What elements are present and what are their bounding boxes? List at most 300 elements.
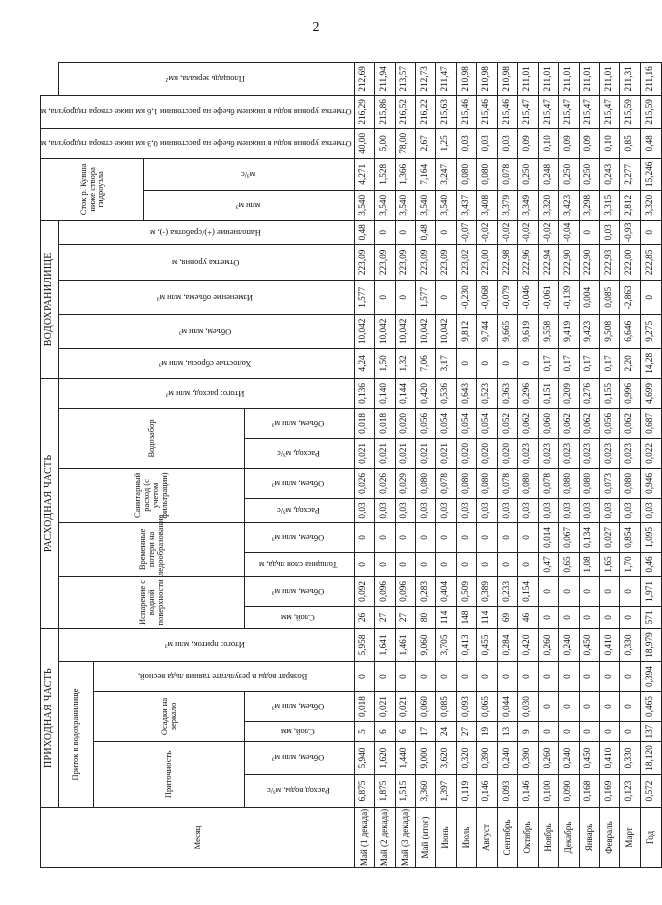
value-cell: 213,57: [395, 62, 415, 95]
header-evap-vol: Объем, млн м³: [244, 576, 354, 606]
value-cell: 0,03: [375, 498, 395, 522]
value-cell: 216,29: [354, 95, 374, 128]
value-cell: 148: [456, 606, 476, 628]
value-cell: 0: [579, 576, 599, 606]
value-cell: 0: [456, 662, 476, 692]
value-cell: 0,17: [600, 348, 620, 378]
header-fill: Наполнение (+)/сработка (-), м: [59, 220, 355, 244]
value-cell: 0,450: [579, 742, 599, 775]
value-cell: 0,465: [640, 692, 661, 722]
value-cell: 212,73: [415, 62, 435, 95]
value-cell: 0,144: [395, 378, 415, 408]
value-cell: 0,330: [620, 628, 640, 661]
value-cell: 222,93: [600, 244, 620, 280]
table-row: [477, 62, 497, 867]
value-cell: 0,078: [497, 158, 517, 190]
value-cell: 0,996: [620, 378, 640, 408]
value-cell: 9,423: [579, 314, 599, 348]
value-cell: 9,508: [600, 314, 620, 348]
header-precip: Осадки на зеркало: [93, 692, 244, 742]
value-cell: 0,085: [600, 280, 620, 314]
value-cell: 114: [436, 606, 456, 628]
value-cell: 0,004: [579, 280, 599, 314]
value-cell: 2,20: [620, 348, 640, 378]
value-cell: 27: [456, 722, 476, 742]
header-evaporation: Испарение с водной поверхности: [59, 576, 245, 628]
value-cell: 0,390: [518, 742, 538, 775]
value-cell: 0,854: [620, 522, 640, 552]
header-res-change: Изменение объема, млн м³: [59, 280, 355, 314]
value-cell: 0: [497, 552, 517, 576]
value-cell: 0,146: [518, 775, 538, 808]
value-cell: -0,07: [456, 220, 476, 244]
table-row: [600, 62, 620, 867]
value-cell: 0: [579, 692, 599, 722]
header-idle-discharge: Холостые сбросы, млн м³: [59, 348, 355, 378]
value-cell: 9,558: [538, 314, 558, 348]
value-cell: 0: [375, 280, 395, 314]
value-cell: 0: [538, 662, 558, 692]
rotated-table-wrapper: [40, 66, 656, 868]
value-cell: 0,030: [518, 692, 538, 722]
value-cell: 10,042: [395, 314, 415, 348]
value-cell: 0: [640, 220, 661, 244]
value-cell: 0: [436, 220, 456, 244]
value-cell: 0,023: [579, 438, 599, 468]
month-cell: Июнь: [436, 808, 456, 868]
value-cell: 0,090: [559, 775, 579, 808]
value-cell: 0,027: [600, 522, 620, 552]
value-cell: 212,69: [354, 62, 374, 95]
value-cell: 0: [600, 606, 620, 628]
value-cell: 0: [354, 662, 374, 692]
value-cell: 15,246: [640, 158, 661, 190]
value-cell: 1,620: [375, 742, 395, 775]
value-cell: 0,154: [518, 576, 538, 606]
value-cell: 1,50: [375, 348, 395, 378]
value-cell: 0,17: [559, 348, 579, 378]
value-cell: 222,90: [559, 244, 579, 280]
value-cell: 9,665: [497, 314, 517, 348]
header-level: Отметка уровня, м: [59, 244, 355, 280]
value-cell: 0,10: [600, 128, 620, 158]
month-cell: Год: [640, 808, 661, 868]
value-cell: 0: [620, 576, 640, 606]
value-cell: 1,08: [579, 552, 599, 576]
value-cell: 80: [415, 606, 435, 628]
value-cell: 0,054: [436, 408, 456, 438]
header-inflow: Приток в водохранилище: [59, 662, 94, 808]
value-cell: 0,17: [579, 348, 599, 378]
value-cell: 0: [436, 522, 456, 552]
value-cell: 0,026: [375, 468, 395, 498]
value-cell: -0,079: [497, 280, 517, 314]
value-cell: 0: [620, 606, 640, 628]
value-cell: 222,90: [579, 244, 599, 280]
value-cell: 0,020: [497, 438, 517, 468]
value-cell: 0,389: [477, 576, 497, 606]
value-cell: 0,073: [600, 468, 620, 498]
value-cell: 0,260: [538, 628, 558, 661]
value-cell: 9,812: [456, 314, 476, 348]
value-cell: 0,455: [477, 628, 497, 661]
value-cell: 210,98: [477, 62, 497, 95]
value-cell: 0: [477, 662, 497, 692]
value-cell: 0: [395, 522, 415, 552]
value-cell: 18,979: [640, 628, 661, 661]
value-cell: 0,021: [395, 438, 415, 468]
value-cell: 0,390: [477, 742, 497, 775]
value-cell: 5,940: [354, 742, 374, 775]
value-cell: 211,16: [640, 62, 661, 95]
value-cell: 0,85: [620, 128, 640, 158]
value-cell: 0,096: [395, 576, 415, 606]
value-cell: 0: [600, 692, 620, 722]
value-cell: 3,247: [436, 158, 456, 190]
value-cell: 5: [354, 722, 374, 742]
header-month: Месяц: [41, 808, 355, 868]
value-cell: 0: [497, 348, 517, 378]
value-cell: 1,461: [395, 628, 415, 661]
value-cell: 223,09: [436, 244, 456, 280]
value-cell: 0,078: [538, 468, 558, 498]
value-cell: 0,250: [518, 158, 538, 190]
value-cell: 0: [559, 662, 579, 692]
value-cell: 0,240: [497, 742, 517, 775]
value-cell: 0,48: [415, 220, 435, 244]
value-cell: 137: [640, 722, 661, 742]
value-cell: 9,744: [477, 314, 497, 348]
value-cell: 222,98: [497, 244, 517, 280]
water-balance-table: [40, 62, 662, 868]
value-cell: 0: [538, 692, 558, 722]
value-cell: 0: [559, 606, 579, 628]
header-evap-layer: Слой, мм: [244, 606, 354, 628]
header-income-total: Итого: приток, млн м³: [59, 628, 355, 661]
value-cell: 0,062: [518, 408, 538, 438]
value-cell: 0,080: [559, 468, 579, 498]
value-cell: 223,02: [456, 244, 476, 280]
value-cell: -0,046: [518, 280, 538, 314]
table-row: [456, 62, 476, 867]
value-cell: 0,021: [395, 692, 415, 722]
value-cell: 0,169: [600, 775, 620, 808]
value-cell: 0: [436, 662, 456, 692]
value-cell: 0: [415, 662, 435, 692]
value-cell: 0,03: [600, 220, 620, 244]
value-cell: 0,080: [579, 468, 599, 498]
value-cell: 9,275: [640, 314, 661, 348]
value-cell: 0,054: [477, 408, 497, 438]
value-cell: 5,00: [375, 128, 395, 158]
value-cell: 0,410: [600, 742, 620, 775]
value-cell: 0,09: [579, 128, 599, 158]
value-cell: 215,46: [497, 95, 517, 128]
value-cell: 0,46: [640, 552, 661, 576]
value-cell: 1,577: [354, 280, 374, 314]
value-cell: 0,023: [600, 438, 620, 468]
value-cell: 0,155: [600, 378, 620, 408]
value-cell: 3,320: [640, 190, 661, 220]
value-cell: 0: [354, 552, 374, 576]
value-cell: 0,03: [620, 498, 640, 522]
table-row: [497, 62, 517, 867]
value-cell: 0,296: [518, 378, 538, 408]
value-cell: 0,03: [456, 128, 476, 158]
value-cell: 0: [518, 552, 538, 576]
value-cell: 0,021: [375, 692, 395, 722]
value-cell: 9,619: [518, 314, 538, 348]
value-cell: 3,298: [579, 190, 599, 220]
header-precip-vol: Объем, млн м³: [244, 692, 354, 722]
value-cell: 0: [518, 662, 538, 692]
value-cell: 210,98: [497, 62, 517, 95]
value-cell: 216,52: [395, 95, 415, 128]
value-cell: 211,01: [600, 62, 620, 95]
value-cell: 222,00: [620, 244, 640, 280]
value-cell: 0: [497, 662, 517, 692]
value-cell: 114: [477, 606, 497, 628]
header-loss-vol: Объем, млн м³: [244, 522, 354, 552]
value-cell: 24: [436, 722, 456, 742]
value-cell: -0,139: [559, 280, 579, 314]
value-cell: 0,080: [518, 468, 538, 498]
value-cell: 0,03: [518, 498, 538, 522]
value-cell: 0: [559, 576, 579, 606]
value-cell: 211,94: [375, 62, 395, 95]
value-cell: 215,47: [559, 95, 579, 128]
value-cell: 10,042: [436, 314, 456, 348]
value-cell: 0,10: [538, 128, 558, 158]
header-expense: РАСХОДНАЯ ЧАСТЬ: [41, 378, 59, 628]
value-cell: 0,946: [640, 468, 661, 498]
value-cell: 18,120: [640, 742, 661, 775]
value-cell: 2,277: [620, 158, 640, 190]
value-cell: 1,515: [395, 775, 415, 808]
header-pritochnost: Приточность: [93, 742, 244, 808]
table-row: [518, 62, 538, 867]
value-cell: 0,03: [579, 498, 599, 522]
value-cell: 0,146: [477, 775, 497, 808]
value-cell: 0: [600, 662, 620, 692]
table-row: [620, 62, 640, 867]
value-cell: 1,397: [436, 775, 456, 808]
value-cell: -0,061: [538, 280, 558, 314]
value-cell: 1,440: [395, 742, 415, 775]
value-cell: 0: [559, 692, 579, 722]
value-cell: 0,536: [436, 378, 456, 408]
value-cell: 0,276: [579, 378, 599, 408]
table-row: [395, 62, 415, 867]
table-row: [538, 62, 558, 867]
value-cell: 3,540: [395, 190, 415, 220]
value-cell: 0,509: [456, 576, 476, 606]
value-cell: 0: [477, 522, 497, 552]
value-cell: 0,363: [497, 378, 517, 408]
value-cell: 0: [354, 522, 374, 552]
value-cell: 0,023: [518, 438, 538, 468]
header-lvl-16: Отметка уровня воды в нижнем бьефе на расстоянии 1,6 км ниже створа гидроузла, м: [41, 95, 355, 128]
value-cell: 0,014: [538, 522, 558, 552]
value-cell: 571: [640, 606, 661, 628]
value-cell: 0,523: [477, 378, 497, 408]
value-cell: 211,47: [436, 62, 456, 95]
value-cell: 0,140: [375, 378, 395, 408]
value-cell: 3,320: [538, 190, 558, 220]
month-cell: Март: [620, 808, 640, 868]
value-cell: 0,080: [477, 158, 497, 190]
value-cell: 215,46: [477, 95, 497, 128]
header-ice-return: Возврат воды в результате таяния льда весной,: [93, 662, 354, 692]
table-row: [579, 62, 599, 867]
value-cell: 40,00: [354, 128, 374, 158]
header-sanitary-vol: Объем, млн м³: [244, 468, 354, 498]
value-cell: 0: [559, 722, 579, 742]
value-cell: 10,042: [354, 314, 374, 348]
month-cell: Май (2 декада): [375, 808, 395, 868]
value-cell: 223,09: [375, 244, 395, 280]
value-cell: -2,863: [620, 280, 640, 314]
value-cell: 0,119: [456, 775, 476, 808]
value-cell: 0,168: [579, 775, 599, 808]
header-temp-loss: Временные потери на ледообразование: [59, 522, 245, 576]
month-cell: Февраль: [600, 808, 620, 868]
value-cell: 0,096: [375, 576, 395, 606]
value-cell: 4,271: [354, 158, 374, 190]
value-cell: 0,17: [538, 348, 558, 378]
value-cell: 0,248: [538, 158, 558, 190]
value-cell: 216,22: [415, 95, 435, 128]
value-cell: -0,02: [538, 220, 558, 244]
value-cell: 215,86: [375, 95, 395, 128]
value-cell: 0,413: [456, 628, 476, 661]
value-cell: 3,437: [456, 190, 476, 220]
value-cell: 1,875: [375, 775, 395, 808]
value-cell: 215,47: [579, 95, 599, 128]
value-cell: 0,643: [456, 378, 476, 408]
table-row: [354, 62, 374, 867]
value-cell: 0,018: [354, 408, 374, 438]
value-cell: 1,641: [375, 628, 395, 661]
value-cell: 0,240: [559, 628, 579, 661]
value-cell: 0,320: [456, 742, 476, 775]
value-cell: 1,971: [640, 576, 661, 606]
value-cell: 0,03: [497, 128, 517, 158]
value-cell: 0,420: [415, 378, 435, 408]
value-cell: 0,029: [395, 468, 415, 498]
value-cell: 2,67: [415, 128, 435, 158]
value-cell: 0,060: [538, 408, 558, 438]
value-cell: 0,085: [436, 692, 456, 722]
value-cell: 69: [497, 606, 517, 628]
value-cell: -0,068: [477, 280, 497, 314]
value-cell: 0: [538, 576, 558, 606]
value-cell: 0,03: [497, 498, 517, 522]
value-cell: 0: [538, 606, 558, 628]
value-cell: 0,021: [375, 438, 395, 468]
value-cell: 7,06: [415, 348, 435, 378]
value-cell: 0,65: [559, 552, 579, 576]
value-cell: 6: [375, 722, 395, 742]
value-cell: 0,054: [456, 408, 476, 438]
value-cell: 0: [375, 662, 395, 692]
table-row: [640, 62, 661, 867]
value-cell: 215,59: [620, 95, 640, 128]
header-flow-vol: млн м³: [144, 190, 355, 220]
value-cell: 0: [518, 522, 538, 552]
header-reservoir: ВОДОХРАНИЛИЩЕ: [41, 220, 59, 378]
value-cell: 223,09: [415, 244, 435, 280]
value-cell: -0,02: [497, 220, 517, 244]
month-cell: Июль: [456, 808, 476, 868]
value-cell: 0: [395, 662, 415, 692]
value-cell: 0: [538, 722, 558, 742]
value-cell: 27: [395, 606, 415, 628]
value-cell: 0,018: [354, 692, 374, 722]
value-cell: 1,32: [395, 348, 415, 378]
value-cell: 0: [620, 692, 640, 722]
value-cell: 78,00: [395, 128, 415, 158]
value-cell: -0,230: [456, 280, 476, 314]
header-inflow-vol: Объем, млн м³: [244, 742, 354, 775]
value-cell: 0,062: [579, 408, 599, 438]
month-cell: Январь: [579, 808, 599, 868]
value-cell: 0,420: [518, 628, 538, 661]
value-cell: 223,09: [354, 244, 374, 280]
page-number: 2: [312, 20, 320, 35]
header-precip-layer: Слой, мм: [244, 722, 354, 742]
value-cell: 0,03: [538, 498, 558, 522]
value-cell: 0,022: [640, 438, 661, 468]
table-body: [354, 62, 661, 867]
value-cell: 0,410: [600, 628, 620, 661]
value-cell: 215,63: [436, 95, 456, 128]
value-cell: 0,020: [456, 438, 476, 468]
value-cell: 10,042: [375, 314, 395, 348]
value-cell: 0,283: [415, 576, 435, 606]
value-cell: 0: [395, 552, 415, 576]
value-cell: 6: [395, 722, 415, 742]
value-cell: 0,044: [497, 692, 517, 722]
value-cell: 0: [436, 552, 456, 576]
value-cell: 0,020: [477, 438, 497, 468]
value-cell: 0: [456, 522, 476, 552]
value-cell: 0,123: [620, 775, 640, 808]
header-intake: Водозабор: [59, 408, 245, 468]
value-cell: -0,02: [477, 220, 497, 244]
value-cell: 0,03: [436, 498, 456, 522]
value-cell: 0,056: [600, 408, 620, 438]
table-row: [559, 62, 579, 867]
value-cell: 0,020: [395, 408, 415, 438]
header-flow-rate: м³/с: [144, 158, 355, 190]
value-cell: 0: [579, 220, 599, 244]
value-cell: 222,85: [640, 244, 661, 280]
value-cell: 0,47: [538, 552, 558, 576]
value-cell: 0,093: [456, 692, 476, 722]
value-cell: 3,540: [354, 190, 374, 220]
value-cell: 211,01: [579, 62, 599, 95]
value-cell: 1,65: [600, 552, 620, 576]
value-cell: 0,03: [640, 498, 661, 522]
value-cell: 6,875: [354, 775, 374, 808]
value-cell: 1,095: [640, 522, 661, 552]
value-cell: 0,284: [497, 628, 517, 661]
value-cell: 0,240: [559, 742, 579, 775]
value-cell: 3,17: [436, 348, 456, 378]
value-cell: 7,164: [415, 158, 435, 190]
value-cell: 0,233: [497, 576, 517, 606]
